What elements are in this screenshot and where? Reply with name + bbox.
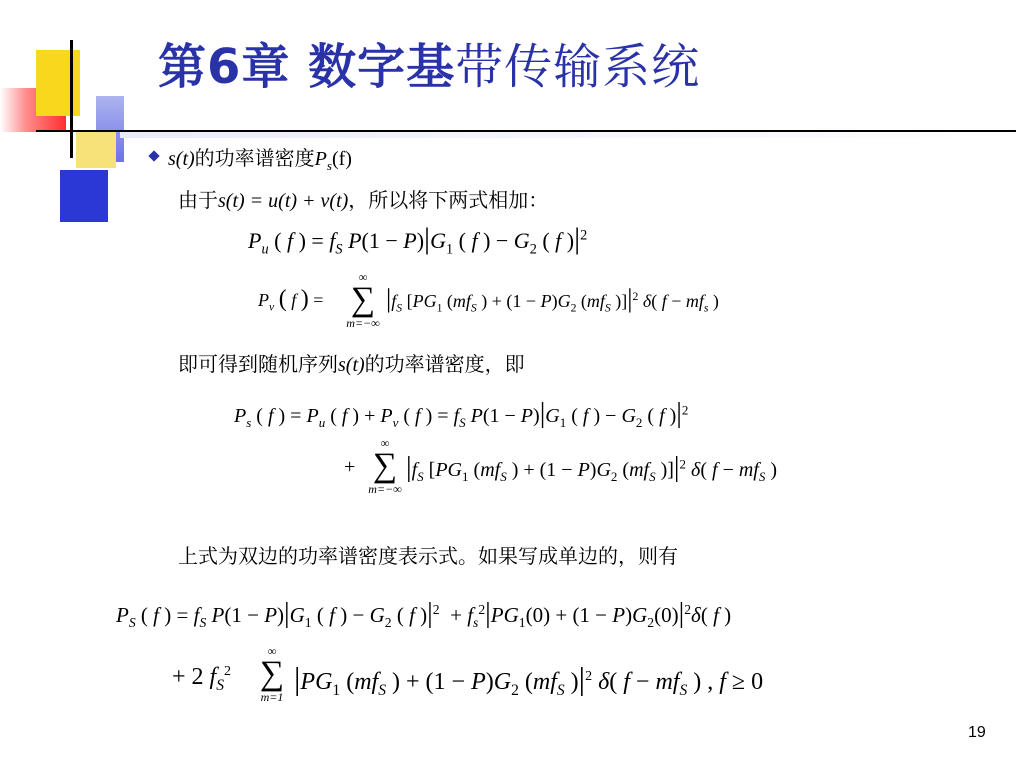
equation-single-line2: $|PG_1$ ($mf_S$ ) + $(1 - P)G_2$ ($mf_S$ )$|^2$ δ( $f - mf_S$ ) , f ≥ 0 [294,660,764,699]
line2-prefix: 即可得到随机序列 [178,352,338,376]
sum-upper-limit: ∞ [267,644,277,658]
sum-upper-limit: ∞ [380,436,390,450]
equation-pv-rhs: $|f_S$ [$PG_1$ ($mf_S$ ) + $(1 - P)G_2$ ($mf_S$ )]$|^2$ δ( $f - mf_s$ ) [386,284,719,315]
line1-suffix: ，所以将下两式相加： [348,188,549,212]
title-bold-part: 第6章 数字基 [158,39,456,95]
equation-ps-line2: $|f_S$ [$PG_1$ ($mf_S$ ) + $(1 - P)G_2$ ($mf_S$ )]$|^2$ δ( $f - mf_S$ ) [406,452,778,484]
text-line-3: 上式为双边的功率谱密度表示式。如果写成单边的，则有 [178,544,678,568]
heading-symbol-sub: s [326,158,332,173]
line2-suffix: 的功率谱密度，即 [364,352,525,376]
line1-math: s(t) = u(t) + v(t) [218,190,349,212]
sum-lower-limit: m=−∞ [368,482,402,496]
bullet-heading [168,142,352,174]
decor-blue-block [60,170,108,222]
line2-math: s(t) [338,354,365,376]
decor-yellow-small-block [76,130,116,168]
decor-vertical-line [70,40,73,158]
page-title [158,28,700,97]
summation-ps: ∞ ∑ m=−∞ [364,436,406,496]
heading-symbol-arg: (f) [331,148,352,170]
summation-pv: ∞ ∑ m=−∞ [342,270,384,330]
heading-math: s(t) [168,148,195,170]
sum-upper-limit: ∞ [358,270,368,284]
bullet-diamond-icon [148,150,159,161]
equation-single-prefix: + 2 $f_S^2$ [172,664,232,694]
text-line-1 [178,184,548,213]
summation-single: ∞ ∑ m=1 [250,644,294,704]
equation-ps-plus: + [344,456,356,478]
heading-label: 的功率谱密度 [194,146,315,170]
title-regular-part: 带传输系统 [455,39,701,95]
sum-lower-limit: m=1 [260,690,284,704]
equation-pu: $P_u$ ( f ) = $f_S$ $P(1 - P)|G_1$ ( f ) − $G_2$ ( f )$|^2$ [248,222,588,258]
text-line-2 [178,348,525,377]
equation-ps-line1: $P_s$ ( f ) = $P_u$ ( f ) + $P_v$ ( f ) = $f_S$ $P(1 - P)|G_1$ ( f ) − $G_2$ ( f )$|^2$ [234,398,689,430]
equation-single-line1: $P_S$ ( f ) = $f_S$ $P(1 - P)|G_1$ ( f ) − $G_2$ ( f )$|^2 + f_s^2|PG_1(0) + (1 - P)G_2(0)|^2\delta$( f ) [116,598,732,631]
heading-symbol: P [314,148,327,170]
line1-prefix: 由于 [178,188,218,212]
title-underline [36,130,1016,132]
decor-title-shadow [120,132,1020,138]
sum-lower-limit: m=−∞ [346,316,380,330]
equation-pv-lhs: $P_v$ ( f ) = [258,286,324,314]
page-number: 19 [968,724,986,741]
decor-yellow-block [36,50,80,116]
